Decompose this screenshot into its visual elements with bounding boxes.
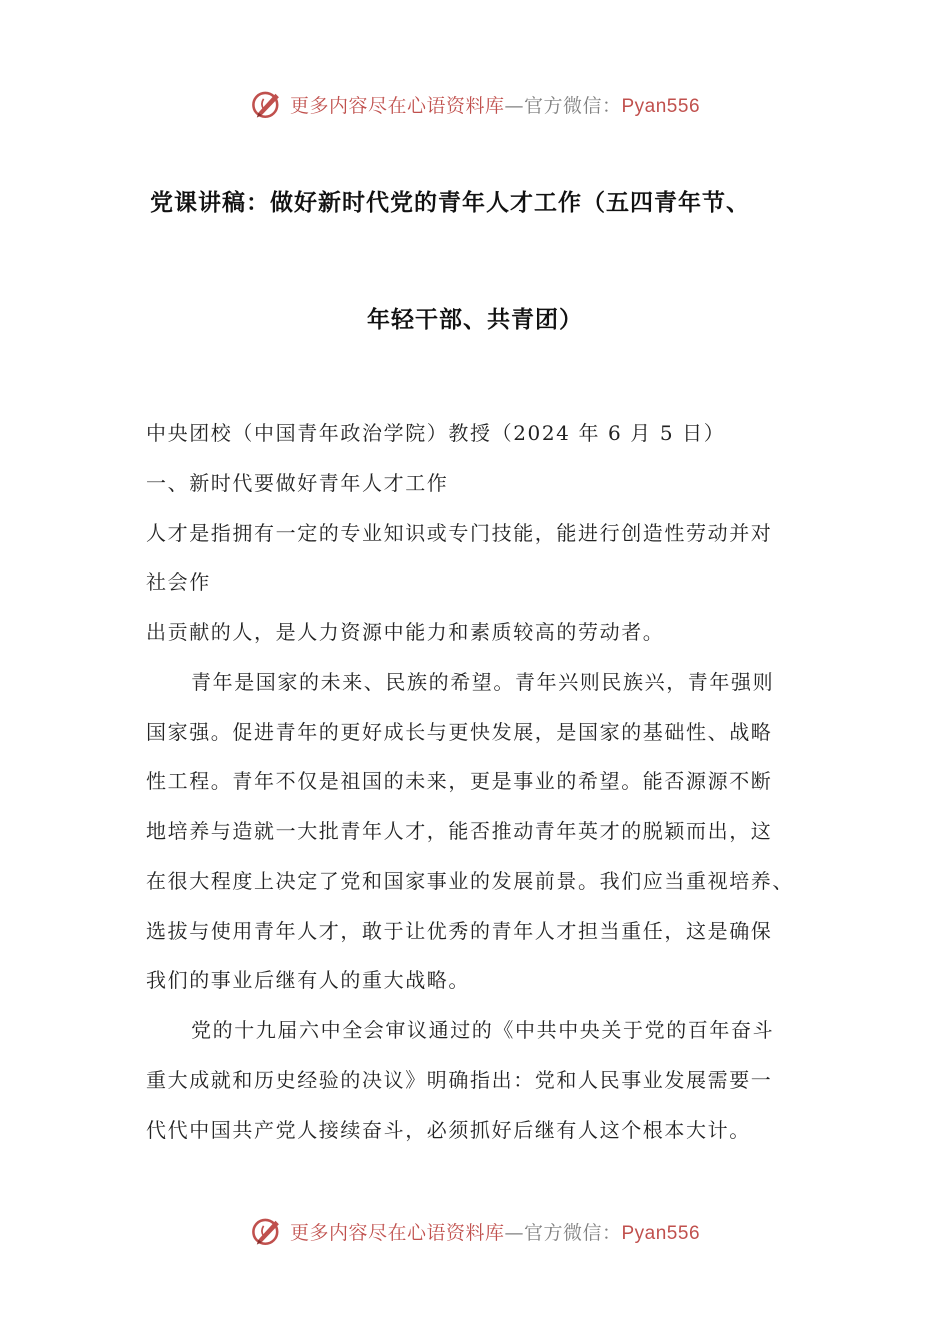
banner-text — [290, 91, 700, 118]
body-line: 代代中国共产党人接续奋斗，必须抓好后继有人这个根本大计。 — [146, 1118, 751, 1142]
footer-banner — [0, 1207, 950, 1255]
body-line: 青年是国家的未来、民族的希望。青年兴则民族兴，青年强则 — [191, 670, 775, 694]
banner-wechat-id: Pyan556 — [621, 1222, 701, 1244]
body-line: 人才是指拥有一定的专业知识或专门技能，能进行创造性劳动并对 — [146, 521, 773, 545]
body-line: 地培养与造就一大批青年人才，能否推动青年英才的脱颖而出，这 — [146, 819, 773, 843]
document-title-line-2: 年轻干部、共青团） — [367, 307, 583, 333]
pen-logo-icon — [250, 87, 284, 121]
footer-banner-content — [250, 1214, 700, 1248]
byline: 中央团校（中国青年政治学院）教授（2024 年 6 月 5 日） — [146, 421, 726, 445]
body-line: 选拔与使用青年人才，敢于让优秀的青年人才担当重任，这是确保 — [146, 919, 773, 943]
body-line: 党的十九届六中全会审议通过的《中共中央关于党的百年奋斗 — [191, 1018, 775, 1042]
banner-label: 官方微信： — [523, 1221, 622, 1244]
document-title-line-1: 党课讲稿：做好新时代党的青年人才工作（五四青年节、 — [150, 190, 750, 216]
body-line: 国家强。促进青年的更好成长与更快发展，是国家的基础性、战略 — [146, 720, 773, 744]
banner-text — [290, 1218, 700, 1245]
body-line: 出贡献的人，是人力资源中能力和素质较高的劳动者。 — [146, 620, 665, 644]
banner-label: 官方微信： — [523, 94, 622, 117]
pen-logo-icon — [250, 1214, 284, 1248]
banner-wechat-id: Pyan556 — [621, 95, 701, 117]
banner-prefix: 更多内容尽在心语资料库 — [289, 1221, 505, 1244]
banner-separator: — — [504, 94, 524, 117]
body-line: 性工程。青年不仅是祖国的未来，更是事业的希望。能否源源不断 — [146, 769, 773, 793]
body-line: 社会作 — [146, 570, 211, 594]
body-line: 重大成就和历史经验的决议》明确指出：党和人民事业发展需要一 — [146, 1068, 773, 1092]
section-heading: 一、新时代要做好青年人才工作 — [146, 471, 449, 495]
body-line: 在很大程度上决定了党和国家事业的发展前景。我们应当重视培养、 — [146, 869, 794, 893]
banner-separator: — — [504, 1221, 524, 1244]
banner-prefix: 更多内容尽在心语资料库 — [289, 94, 505, 117]
header-banner-content — [250, 87, 700, 121]
body-line: 我们的事业后继有人的重大战略。 — [146, 968, 470, 992]
header-banner — [0, 80, 950, 128]
